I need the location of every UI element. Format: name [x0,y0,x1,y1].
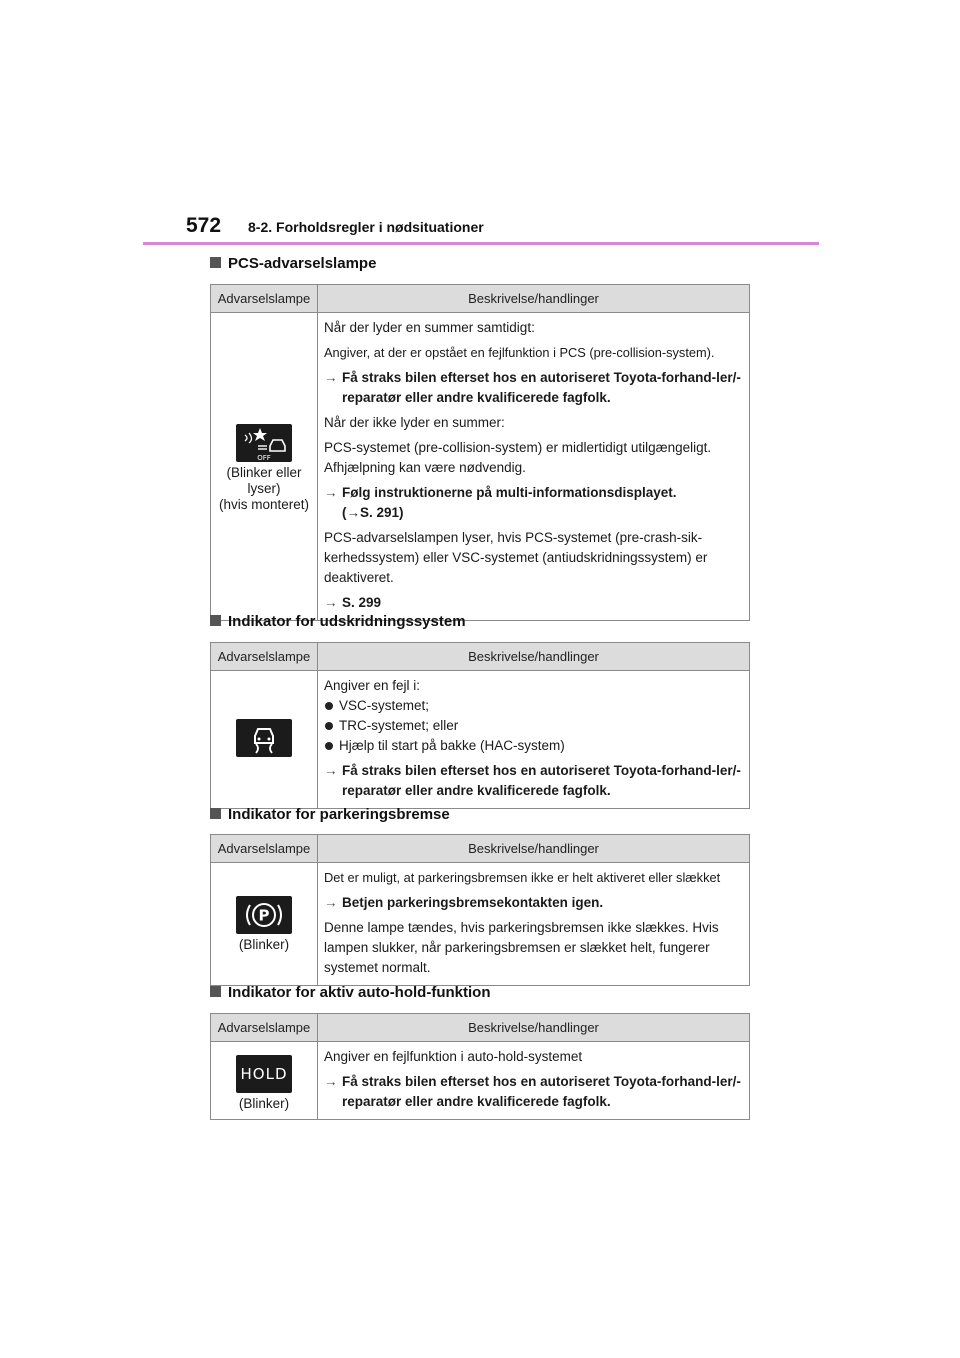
action-instruction: → Følg instruktionerne på multi-informationsdisplayet. (→S. 291) [324,483,745,523]
action-instruction [324,761,745,801]
pcs-off-icon [236,424,292,462]
lamp-caption-line: lyser) [247,481,281,496]
table-row [211,313,750,621]
lamp-caption [213,465,315,513]
section-heading-auto-hold [210,984,491,1001]
list-item-text: Hjælp til start på bakke (HAC-system) [339,738,565,753]
column-header-description: Beskrivelse/handlinger [318,1014,750,1042]
square-bullet-icon [210,257,221,268]
list-item [324,696,745,716]
lamp-cell [211,863,318,986]
arrow-right-icon: → [324,595,338,610]
column-header-description: Beskrivelse/handlinger [318,643,750,671]
description-cell [318,863,750,986]
warning-table-auto-hold [210,1013,750,1120]
section-heading-parking-brake [210,806,450,823]
action-instruction [324,593,745,613]
square-bullet-icon [210,808,221,819]
arrow-right-icon: → [324,370,338,385]
arrow-right-icon: → [324,763,338,778]
action-instruction [324,1072,745,1112]
description-text: Når der lyder en summer samtidigt: [324,320,535,335]
table-header-row [211,835,750,863]
table-row [211,1042,750,1120]
hold-icon [236,1055,292,1093]
warning-table-parking-brake [210,834,750,986]
section-heading-pcs [210,255,376,272]
column-header-description: Beskrivelse/handlinger [318,835,750,863]
section-heading-text: PCS-advarselslampe [228,255,377,272]
description-text: PCS-systemet (pre-collision-system) er midlertidigt utilgængeligt. Afhjælpning kan være nødvendig. [324,440,712,475]
description-cell [318,671,750,809]
bullet-dot-icon [325,722,333,730]
lamp-cell [211,671,318,809]
column-header-lamp: Advarselslampe [211,285,318,313]
table-header-row [211,1014,750,1042]
action-text: Få straks bilen efterset hos en autoriseret Toyota-forhand-ler/-reparatør eller andre kvalificerede fagfolk. [342,1074,741,1109]
svg-text:P: P [258,906,270,924]
description-text: Denne lampe tændes, hvis parkeringsbremsen ikke slækkes. Hvis lampen slukker, når parkeringsbremsen er slækket helt, fungerer systemet normalt. [324,920,719,975]
lamp-cell [211,313,318,621]
lamp-caption-line: (hvis monteret) [218,497,310,512]
arrow-right-icon: → [324,485,338,500]
lamp-caption-line: (Blinker eller [226,465,302,480]
table-row [211,863,750,986]
square-bullet-icon [210,615,221,626]
page-number: 572 [186,214,222,237]
page-reference: S. 299 [342,595,382,610]
header-divider [143,242,819,245]
chapter-title: 8-2. Forholdsregler i nødsituationer [248,219,484,235]
description-text: Når der ikke lyder en summer: [324,415,505,430]
description-text: PCS-advarselslampen lyser, hvis PCS-systemet (pre-crash-sik-kerhedssystem) eller VSC-systemet (antiudskridningssystem) er deaktiveret. [324,530,708,585]
description-cell [318,1042,750,1120]
list-item-text: VSC-systemet; [339,698,430,713]
arrow-right-icon: → [324,1074,338,1089]
list-item-text: TRC-systemet; eller [339,718,459,733]
icon-label: OFF [257,454,271,462]
section-heading-text: Indikator for udskridningssystem [228,613,466,630]
description-text: Angiver, at der er opstået en fejlfunktion i PCS (pre-collision-system). [324,345,715,360]
table-header-row [211,643,750,671]
action-text: Få straks bilen efterset hos en autoriseret Toyota-forhand-ler/-reparatør eller andre kvalificerede fagfolk. [342,763,741,798]
lamp-caption: (Blinker) [238,936,290,952]
section-heading-skid [210,613,466,630]
lamp-cell [211,1042,318,1120]
description-text: Det er muligt, at parkeringsbremsen ikke er helt aktiveret eller slækket [324,870,721,885]
column-header-description: Beskrivelse/handlinger [318,285,750,313]
arrow-right-icon: → [324,895,338,910]
page-reference: S. 291 [360,505,400,520]
section-heading-text: Indikator for parkeringsbremse [228,806,450,823]
action-text: Følg instruktionerne på multi-informationsdisplayet. [342,485,677,500]
bullet-dot-icon [325,742,333,750]
action-instruction [324,893,745,913]
action-text: Betjen parkeringsbremsekontakten igen. [342,895,604,910]
list-item [324,716,745,736]
icon-label: HOLD [240,1065,288,1083]
description-text: Angiver en fejlfunktion i auto-hold-systemet [324,1049,583,1064]
action-text: Få straks bilen efterset hos en autoriseret Toyota-forhand-ler/-reparatør eller andre kvalificerede fagfolk. [342,370,741,405]
square-bullet-icon [210,986,221,997]
description-cell [318,313,750,621]
bullet-dot-icon [325,702,333,710]
arrow-right-icon: → [346,505,360,520]
column-header-lamp: Advarselslampe [211,1014,318,1042]
table-row [211,671,750,809]
column-header-lamp: Advarselslampe [211,835,318,863]
section-heading-text: Indikator for aktiv auto-hold-funktion [228,984,491,1001]
warning-table-skid [210,642,750,809]
action-instruction [324,368,745,408]
lamp-caption: (Blinker) [238,1096,290,1111]
table-header-row [211,285,750,313]
column-header-lamp: Advarselslampe [211,643,318,671]
skid-car-icon [236,719,292,757]
list-item [324,736,745,756]
parking-brake-icon [236,896,292,934]
description-text: Angiver en fejl i: [324,678,421,693]
warning-table-pcs [210,284,750,621]
